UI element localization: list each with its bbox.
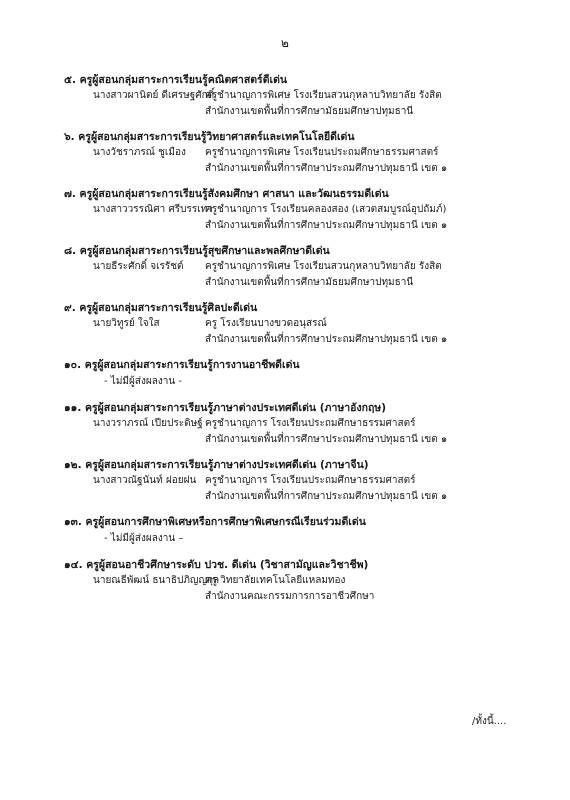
award-section [64,514,534,548]
award-list [64,72,534,614]
award-section [64,129,534,177]
section-title: ๕. ครูผู้สอนกลุ่มสาระการเรียนรู้คณิตศาสตร์ดีเด่น [64,74,288,86]
awardee-row [64,145,534,161]
awardee-position: ครูชำนาญการ โรงเรียนประถมศึกษาธรรมศาสตร์ [205,418,416,429]
awardee-position: ครู วิทยาลัยเทคโนโลยีแหลมทอง [205,575,346,586]
section-title: ๑๐. ครูผู้สอนกลุ่มสาระการเรียนรู้การงานอาชีพดีเด่น [64,359,300,371]
awardee-position: ครูชำนาญการพิเศษ โรงเรียนสวนกุหลาบวิทยาลัย รังสิต [205,261,442,272]
awardee-row [64,473,534,489]
continuation-note: /ทั้งนี้.... [472,716,507,727]
awardee-agency: สำนักงานเขตพื้นที่การศึกษามัธยมศึกษาปทุมธานี [205,106,414,117]
section-title: ๑๒. ครูผู้สอนกลุ่มสาระการเรียนรู้ภาษาต่างประเทศดีเด่น (ภาษาจีน) [64,459,369,471]
awardee-agency: สำนักงานเขตพื้นที่การศึกษาประถมศึกษาปทุมธานี เขต ๑ [205,220,448,231]
award-section [64,457,534,505]
awardee-row [64,202,534,218]
award-section [64,357,534,391]
awardee-agency: สำนักงานเขตพื้นที่การศึกษามัธยมศึกษาปทุมธานี [205,277,414,288]
awardee-agency: สำนักงานคณะกรรมการการอาชีวศึกษา [205,591,375,602]
award-section [64,400,534,448]
awardee-row [64,573,534,589]
no-submission-note: - ไม่มีผู้ส่งผลงาน – [104,533,184,544]
section-title: ๖. ครูผู้สอนกลุ่มสาระการเรียนรู้วิทยาศาสตร์และเทคโนโลยีดีเด่น [64,131,355,143]
awardee-name: นายณธีพัฒน์ ธนาธิปภิญญกุล [93,575,220,586]
section-title: ๙. ครูผู้สอนกลุ่มสาระการเรียนรู้ศิลปะดีเด่น [64,302,258,314]
awardee-position: ครูชำนาญการพิเศษ โรงเรียนสวนกุหลาบวิทยาลัย รังสิต [205,90,442,101]
awardee-name: นายวิทูรย์ ใจใส [93,318,160,329]
award-section [64,557,534,605]
awardee-row [64,416,534,432]
awardee-name: นางสาวผานิตย์ ดีเศรษฐศักดิ์ [93,90,215,101]
awardee-name: นางสาววรรณิศา ศรีบรรเทา [93,204,213,215]
section-title: ๑๓. ครูผู้สอนการศึกษาพิเศษหรือการศึกษาพิเศษกรณีเรียนร่วมดีเด่น [64,516,366,528]
section-title: ๑๔. ครูผู้สอนอาชีวศึกษาระดับ ปวช. ดีเด่น (วิชาสามัญและวิชาชีพ) [64,559,369,571]
awardee-name: นายธีระศักดิ์ จเรรัชต์ [93,261,184,272]
awardee-row [64,88,534,104]
section-title: ๘. ครูผู้สอนกลุ่มสาระการเรียนรู้สุขศึกษาและพลศึกษาดีเด่น [64,245,330,257]
award-section [64,72,534,120]
section-title: ๑๑. ครูผู้สอนกลุ่มสาระการเรียนรู้ภาษาต่างประเทศดีเด่น (ภาษาอังกฤษ) [64,402,387,414]
awardee-agency: สำนักงานเขตพื้นที่การศึกษาประถมศึกษาปทุมธานี เขต ๑ [205,434,448,445]
awardee-name: นางสาวณัฐนันท์ ฝอยฝน [93,475,197,486]
awardee-position: ครู โรงเรียนบางขวดอนุสรณ์ [205,318,327,329]
awardee-row [64,259,534,275]
award-section [64,300,534,348]
no-submission-note: - ไม่มีผู้ส่งผลงาน - [104,376,182,387]
awardee-agency: สำนักงานเขตพื้นที่การศึกษาประถมศึกษาปทุมธานี เขต ๑ [205,163,448,174]
awardee-agency: สำนักงานเขตพื้นที่การศึกษาประถมศึกษาปทุมธานี เขต ๑ [205,491,448,502]
awardee-row [64,316,534,332]
awardee-agency: สำนักงานเขตพื้นที่การศึกษาประถมศึกษาปทุมธานี เขต ๑ [205,334,448,345]
awardee-name: นางวัชราภรณ์ ชูเมือง [93,147,186,158]
awardee-position: ครูชำนาญการ โรงเรียนคลองสอง (เสวตสมบูรณ์อุปถัมภ์) [205,204,447,215]
award-section [64,186,534,234]
award-section [64,243,534,291]
awardee-position: ครูชำนาญการ โรงเรียนประถมศึกษาธรรมศาสตร์ [205,475,416,486]
section-title: ๗. ครูผู้สอนกลุ่มสาระการเรียนรู้สังคมศึกษา ศาสนา และวัฒนธรรมดีเด่น [64,188,389,200]
awardee-position: ครูชำนาญการพิเศษ โรงเรียนประถมศึกษาธรรมศาสตร์ [205,147,439,158]
awardee-name: นางวราภรณ์ เปียประดิษฐ์ [93,418,203,429]
page-number: ๒ [281,36,289,50]
